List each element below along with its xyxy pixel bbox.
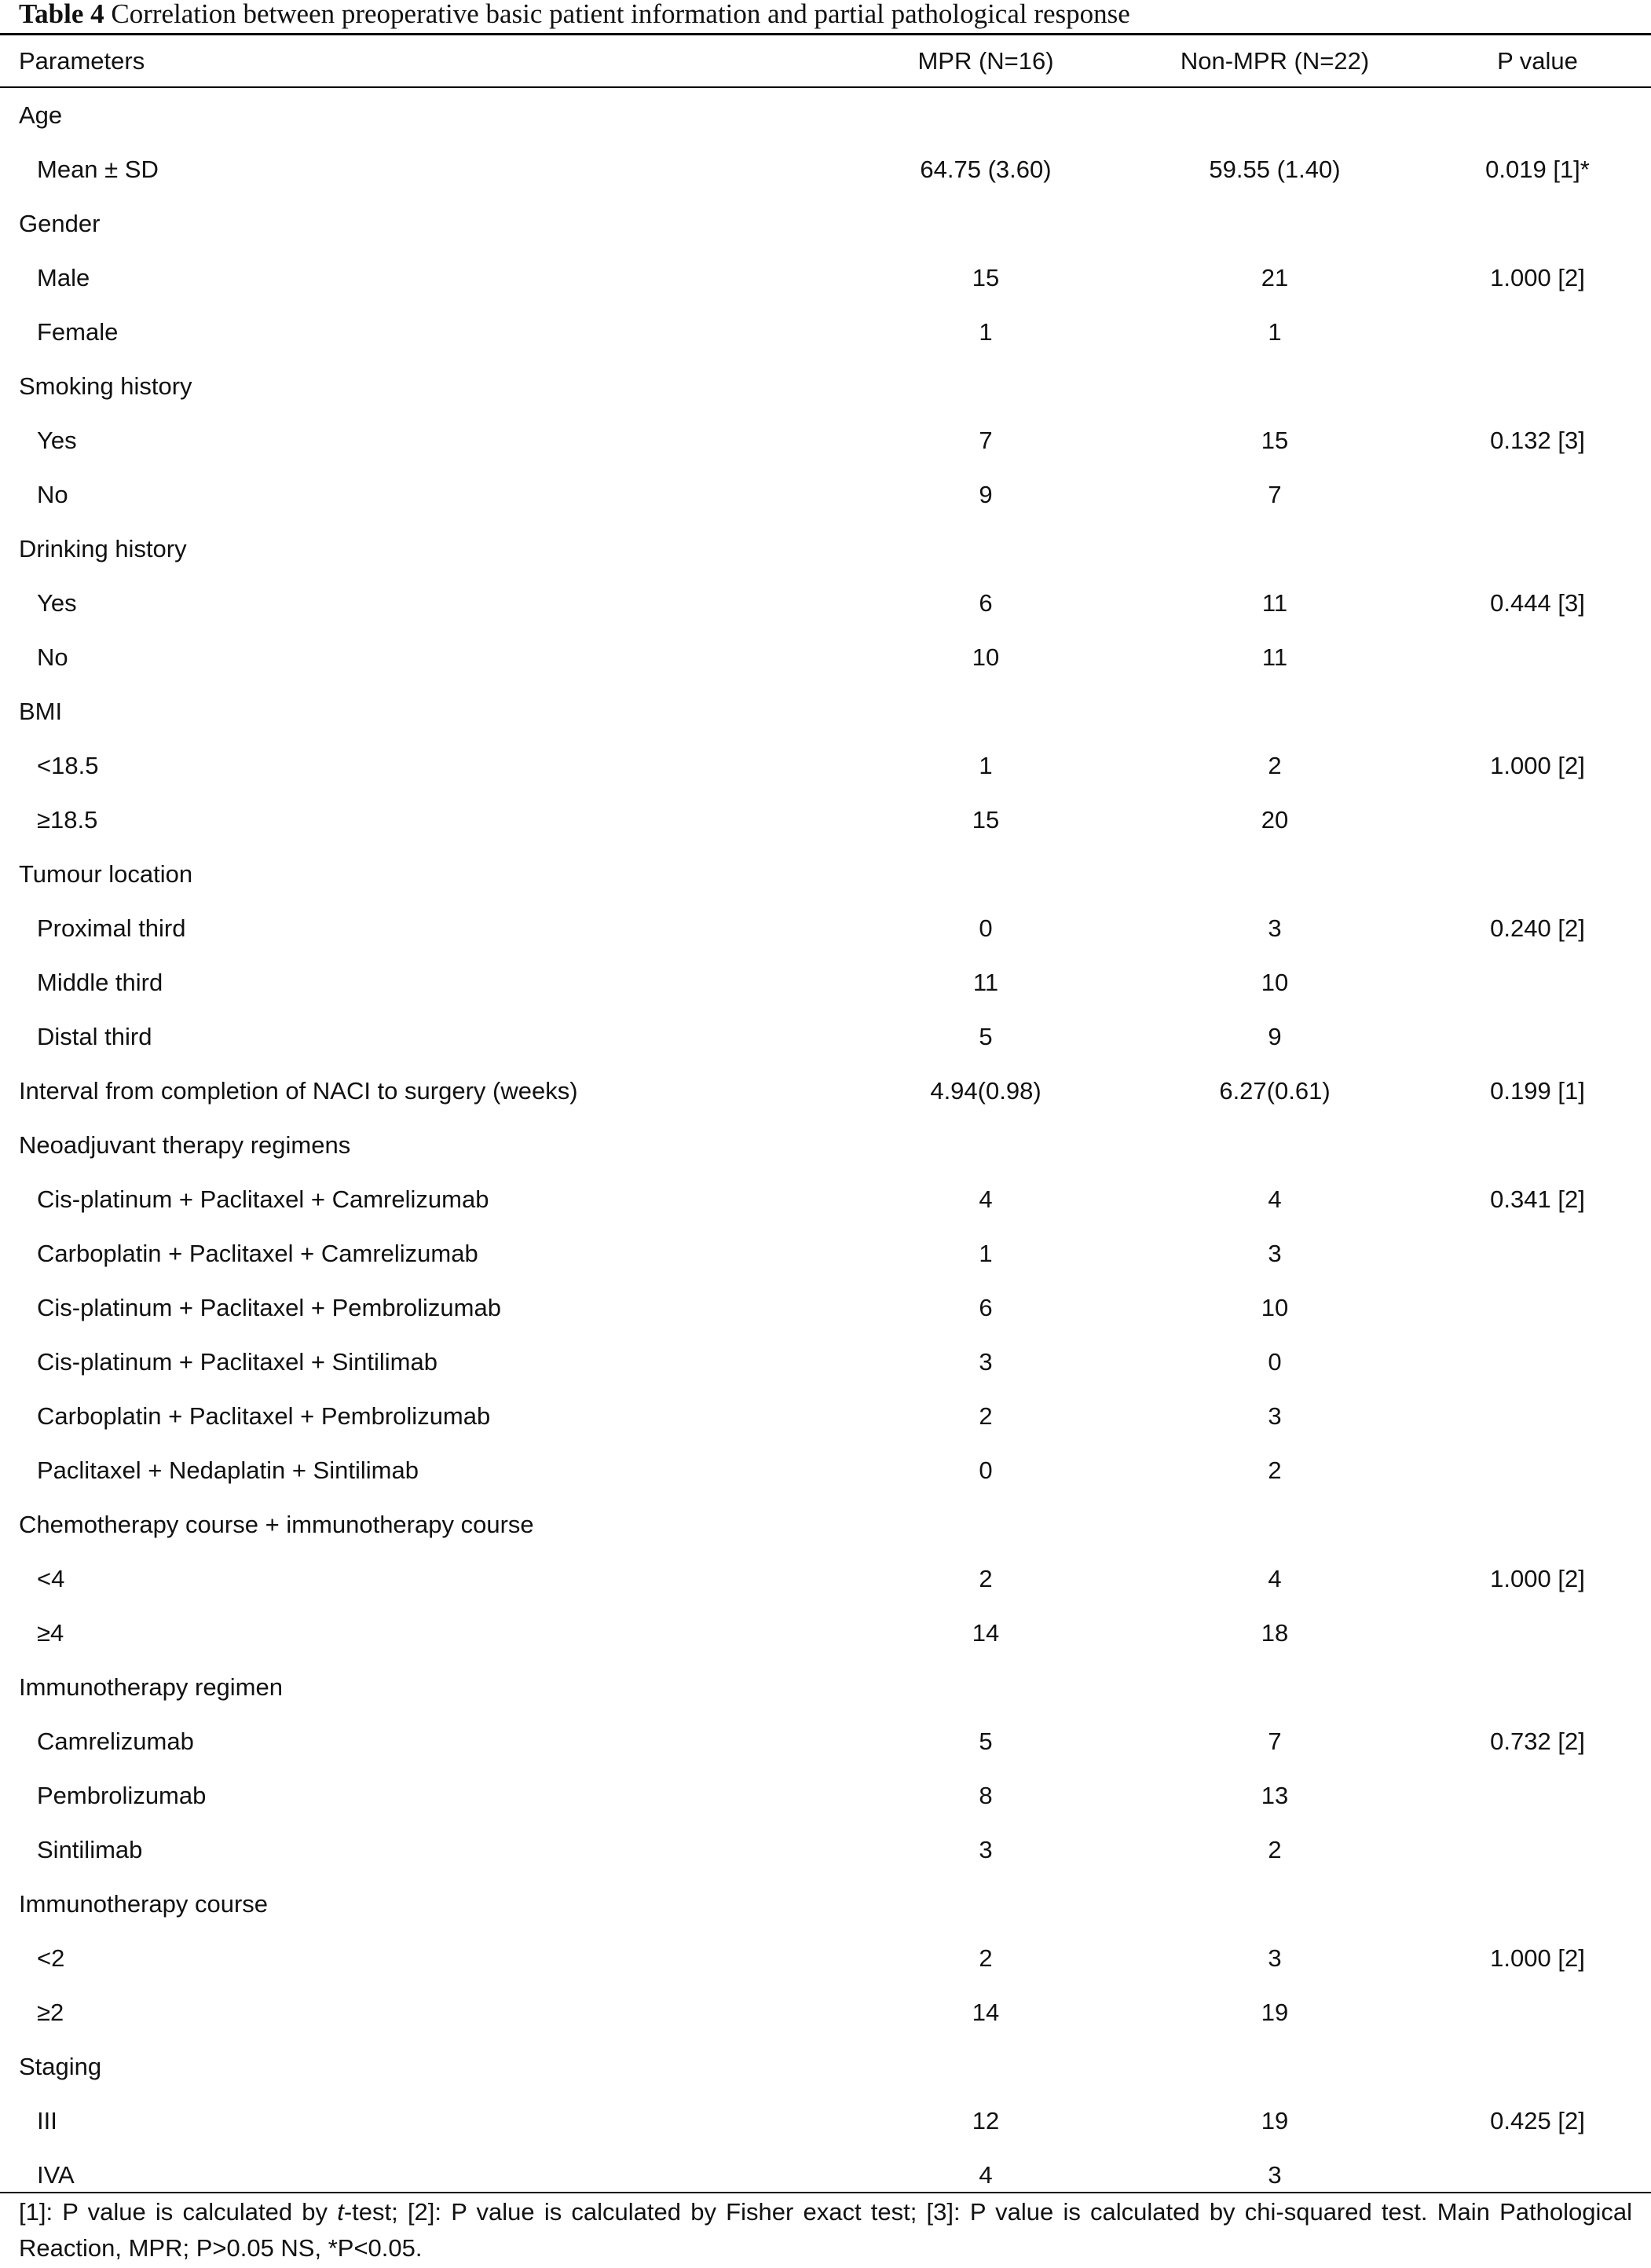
table-row bbox=[0, 1768, 1651, 1823]
table-row bbox=[0, 1823, 1651, 1877]
table-row bbox=[0, 1606, 1651, 1660]
cell-mpr bbox=[872, 1497, 1100, 1552]
cell-parameter: No bbox=[37, 481, 68, 508]
cell-parameter: Proximal third bbox=[37, 914, 186, 942]
table-row bbox=[0, 955, 1651, 1009]
cell-mpr: 4 bbox=[979, 2161, 993, 2189]
table-row bbox=[0, 1064, 1651, 1118]
cell-mpr: 2 bbox=[979, 1402, 993, 1430]
cell-non-mpr: 7 bbox=[1268, 481, 1282, 508]
cell-p-value: 1.000 [2] bbox=[1490, 1944, 1585, 1972]
cell-mpr bbox=[872, 847, 1100, 901]
cell-p-value: 1.000 [2] bbox=[1490, 264, 1585, 291]
header-row bbox=[0, 34, 1651, 88]
table-row bbox=[0, 684, 1651, 738]
cell-parameter: Cis-platinum + Paclitaxel + Sintilimab bbox=[37, 1348, 437, 1376]
cell-non-mpr: 3 bbox=[1268, 1944, 1282, 1972]
cell-mpr bbox=[872, 88, 1100, 142]
cell-p-value bbox=[1437, 630, 1638, 684]
cell-mpr: 2 bbox=[979, 1944, 993, 1972]
cell-parameter: No bbox=[37, 643, 68, 671]
cell-parameter: Immunotherapy regimen bbox=[19, 1673, 283, 1701]
cell-p-value bbox=[1437, 1877, 1638, 1931]
table-row bbox=[0, 1172, 1651, 1226]
cell-mpr: 15 bbox=[972, 264, 1000, 291]
cell-parameter: Immunotherapy course bbox=[19, 1890, 269, 1918]
cell-mpr bbox=[872, 684, 1100, 738]
cell-mpr: 1 bbox=[979, 752, 993, 779]
cell-mpr: 1 bbox=[979, 318, 993, 346]
cell-non-mpr: 11 bbox=[1261, 589, 1288, 617]
table-caption bbox=[19, 0, 1130, 31]
table-row bbox=[0, 2039, 1651, 2094]
cell-p-value bbox=[1437, 1985, 1638, 2039]
table-row bbox=[0, 196, 1651, 251]
table-row bbox=[0, 2094, 1651, 2148]
cell-parameter: Interval from completion of NACI to surgery (weeks) bbox=[19, 1077, 578, 1105]
cell-non-mpr: 4 bbox=[1268, 1185, 1282, 1213]
table-row bbox=[0, 251, 1651, 305]
cell-mpr: 5 bbox=[979, 1023, 993, 1050]
cell-non-mpr bbox=[1161, 522, 1389, 576]
table-row bbox=[0, 793, 1651, 847]
table-row bbox=[0, 467, 1651, 522]
cell-non-mpr bbox=[1161, 2039, 1389, 2094]
cell-parameter: IVA bbox=[37, 2161, 75, 2189]
table-row bbox=[0, 1009, 1651, 1064]
cell-mpr: 2 bbox=[979, 1565, 993, 1592]
cell-parameter: Male bbox=[37, 264, 90, 291]
cell-parameter: <4 bbox=[37, 1565, 65, 1592]
table-row bbox=[0, 88, 1651, 142]
table-row bbox=[0, 630, 1651, 684]
cell-parameter: Cis-platinum + Paclitaxel + Camrelizumab bbox=[37, 1185, 489, 1213]
cell-parameter: Cis-platinum + Paclitaxel + Pembrolizumab bbox=[37, 1294, 501, 1321]
cell-parameter: Chemotherapy course + immunotherapy course bbox=[19, 1511, 534, 1538]
table-row bbox=[0, 1931, 1651, 1985]
cell-p-value bbox=[1437, 467, 1638, 522]
footnote-part2: -test; [2]: P value is calculated by Fisher exact test; [3]: P value is calculated by chi-squared test. Main Pathological Reaction, MPR; P>0.05 NS, *P<0.05. bbox=[19, 2198, 1632, 2262]
cell-mpr: 8 bbox=[979, 1782, 993, 1809]
cell-p-value: 0.444 [3] bbox=[1490, 589, 1585, 617]
cell-p-value bbox=[1437, 684, 1638, 738]
table-row bbox=[0, 576, 1651, 630]
cell-mpr: 4.94(0.98) bbox=[930, 1077, 1041, 1105]
cell-non-mpr bbox=[1161, 1118, 1389, 1172]
table-row bbox=[0, 847, 1651, 901]
cell-mpr bbox=[872, 196, 1100, 251]
cell-mpr: 15 bbox=[972, 806, 1000, 834]
cell-non-mpr bbox=[1161, 359, 1389, 413]
cell-non-mpr: 2 bbox=[1268, 752, 1282, 779]
table-row bbox=[0, 1118, 1651, 1172]
cell-p-value: 0.199 [1] bbox=[1490, 1077, 1585, 1105]
cell-parameter: Gender bbox=[19, 210, 101, 237]
cell-parameter: Staging bbox=[19, 2053, 102, 2080]
cell-non-mpr bbox=[1161, 684, 1389, 738]
cell-mpr: 12 bbox=[972, 2107, 1000, 2134]
cell-parameter: Yes bbox=[37, 427, 77, 454]
cell-non-mpr: 1 bbox=[1268, 318, 1282, 346]
cell-p-value: 1.000 [2] bbox=[1490, 752, 1585, 779]
cell-parameter: Distal third bbox=[37, 1023, 152, 1050]
cell-parameter: Middle third bbox=[37, 969, 163, 996]
cell-non-mpr: 10 bbox=[1261, 969, 1289, 996]
cell-p-value bbox=[1437, 1009, 1638, 1064]
cell-non-mpr: 18 bbox=[1261, 1619, 1289, 1647]
table-row bbox=[0, 1660, 1651, 1714]
footnote-t: t bbox=[337, 2198, 344, 2226]
cell-mpr: 11 bbox=[972, 969, 999, 996]
cell-parameter: Tumour location bbox=[19, 860, 193, 888]
cell-non-mpr: 9 bbox=[1268, 1023, 1282, 1050]
cell-non-mpr bbox=[1161, 847, 1389, 901]
cell-non-mpr: 3 bbox=[1268, 1240, 1282, 1267]
cell-mpr bbox=[872, 522, 1100, 576]
table-row bbox=[0, 1497, 1651, 1552]
cell-non-mpr bbox=[1161, 1660, 1389, 1714]
cell-parameter: ≥4 bbox=[37, 1619, 64, 1647]
cell-p-value bbox=[1437, 1389, 1638, 1443]
cell-non-mpr: 13 bbox=[1261, 1782, 1289, 1809]
table-row bbox=[0, 1443, 1651, 1497]
cell-non-mpr: 7 bbox=[1268, 1728, 1282, 1755]
cell-non-mpr: 3 bbox=[1268, 1402, 1282, 1430]
cell-p-value bbox=[1437, 305, 1638, 359]
cell-parameter: Sintilimab bbox=[37, 1836, 143, 1863]
cell-parameter: Pembrolizumab bbox=[37, 1782, 207, 1809]
cell-mpr: 6 bbox=[979, 1294, 993, 1321]
cell-p-value: 0.240 [2] bbox=[1490, 914, 1585, 942]
table-row bbox=[0, 1226, 1651, 1281]
cell-mpr bbox=[872, 1118, 1100, 1172]
cell-p-value bbox=[1437, 793, 1638, 847]
cell-p-value bbox=[1437, 1118, 1638, 1172]
cell-parameter: Yes bbox=[37, 589, 77, 617]
cell-p-value bbox=[1437, 88, 1638, 142]
cell-p-value bbox=[1437, 2039, 1638, 2094]
table-row bbox=[0, 413, 1651, 467]
cell-p-value bbox=[1437, 1335, 1638, 1389]
cell-mpr bbox=[872, 359, 1100, 413]
cell-mpr: 3 bbox=[979, 1348, 993, 1376]
cell-p-value bbox=[1437, 1497, 1638, 1552]
cell-mpr bbox=[872, 1877, 1100, 1931]
cell-non-mpr: 19 bbox=[1261, 2107, 1289, 2134]
cell-p-value bbox=[1437, 1823, 1638, 1877]
cell-non-mpr: 4 bbox=[1268, 1565, 1282, 1592]
cell-non-mpr: 3 bbox=[1268, 914, 1282, 942]
cell-mpr: 5 bbox=[979, 1728, 993, 1755]
cell-non-mpr bbox=[1161, 1877, 1389, 1931]
cell-non-mpr bbox=[1161, 196, 1389, 251]
cell-p-value bbox=[1437, 1768, 1638, 1823]
cell-non-mpr: 15 bbox=[1261, 427, 1289, 454]
cell-parameter: Drinking history bbox=[19, 535, 187, 562]
cell-parameter: Paclitaxel + Nedaplatin + Sintilimab bbox=[37, 1456, 419, 1484]
cell-non-mpr: 2 bbox=[1268, 1836, 1282, 1863]
cell-mpr: 6 bbox=[979, 589, 993, 617]
table-row bbox=[0, 1877, 1651, 1931]
cell-p-value bbox=[1437, 1443, 1638, 1497]
cell-parameter: Carboplatin + Paclitaxel + Pembrolizumab bbox=[37, 1402, 491, 1430]
cell-p-value bbox=[1437, 1606, 1638, 1660]
cell-mpr: 9 bbox=[979, 481, 993, 508]
cell-p-value: 1.000 [2] bbox=[1490, 1565, 1585, 1592]
cell-p-value bbox=[1437, 359, 1638, 413]
header-p-value: P value bbox=[1497, 47, 1578, 75]
cell-mpr: 4 bbox=[979, 1185, 993, 1213]
table-row bbox=[0, 1552, 1651, 1606]
cell-p-value bbox=[1437, 1226, 1638, 1281]
table-row bbox=[0, 901, 1651, 955]
cell-non-mpr: 10 bbox=[1261, 1294, 1289, 1321]
cell-mpr: 0 bbox=[979, 1456, 993, 1484]
cell-parameter: Neoadjuvant therapy regimens bbox=[19, 1131, 351, 1159]
cell-parameter: Camrelizumab bbox=[37, 1728, 194, 1755]
cell-p-value bbox=[1437, 1660, 1638, 1714]
cell-mpr: 10 bbox=[972, 643, 1000, 671]
header-parameters: Parameters bbox=[19, 47, 145, 75]
cell-parameter: Carboplatin + Paclitaxel + Camrelizumab bbox=[37, 1240, 478, 1267]
cell-p-value: 0.732 [2] bbox=[1490, 1728, 1585, 1755]
cell-mpr: 7 bbox=[979, 427, 993, 454]
cell-parameter: Age bbox=[19, 101, 63, 129]
header-non-mpr: Non-MPR (N=22) bbox=[1180, 47, 1370, 75]
cell-p-value bbox=[1437, 522, 1638, 576]
cell-p-value bbox=[1437, 196, 1638, 251]
table-number: Table 4 bbox=[19, 0, 104, 29]
header-mpr: MPR (N=16) bbox=[917, 47, 1054, 75]
cell-mpr: 0 bbox=[979, 914, 993, 942]
cell-non-mpr: 59.55 (1.40) bbox=[1209, 156, 1341, 183]
table-row bbox=[0, 305, 1651, 359]
cell-non-mpr bbox=[1161, 1497, 1389, 1552]
table-row bbox=[0, 738, 1651, 793]
cell-p-value bbox=[1437, 847, 1638, 901]
cell-parameter: BMI bbox=[19, 698, 63, 725]
table-title: Correlation between preoperative basic patient information and partial pathological response bbox=[111, 0, 1130, 29]
table-row bbox=[0, 1985, 1651, 2039]
cell-mpr: 3 bbox=[979, 1836, 993, 1863]
footnote-part1: [1]: P value is calculated by bbox=[19, 2198, 338, 2226]
table-row bbox=[0, 1335, 1651, 1389]
table-row bbox=[0, 1714, 1651, 1768]
cell-non-mpr: 21 bbox=[1261, 264, 1289, 291]
cell-parameter: <18.5 bbox=[37, 752, 99, 779]
cell-non-mpr: 11 bbox=[1261, 643, 1288, 671]
bottom-rule bbox=[0, 2192, 1651, 2193]
cell-non-mpr: 19 bbox=[1261, 1999, 1289, 2026]
cell-parameter: ≥2 bbox=[37, 1999, 64, 2026]
cell-parameter: III bbox=[37, 2107, 57, 2134]
cell-p-value: 0.132 [3] bbox=[1490, 427, 1585, 454]
cell-non-mpr: 2 bbox=[1268, 1456, 1282, 1484]
cell-mpr bbox=[872, 1660, 1100, 1714]
table-row bbox=[0, 359, 1651, 413]
table-footnote bbox=[19, 2194, 1632, 2266]
cell-non-mpr: 3 bbox=[1268, 2161, 1282, 2189]
cell-mpr: 14 bbox=[972, 1999, 1000, 2026]
cell-p-value bbox=[1437, 1281, 1638, 1335]
cell-parameter: Smoking history bbox=[19, 372, 192, 400]
cell-mpr bbox=[872, 2039, 1100, 2094]
cell-non-mpr bbox=[1161, 88, 1389, 142]
cell-parameter: Mean ± SD bbox=[37, 156, 159, 183]
cell-p-value: 0.019 [1]* bbox=[1485, 156, 1590, 183]
table-row bbox=[0, 142, 1651, 196]
cell-parameter: <2 bbox=[37, 1944, 65, 1972]
table-row bbox=[0, 1281, 1651, 1335]
cell-non-mpr: 20 bbox=[1261, 806, 1289, 834]
table-row bbox=[0, 522, 1651, 576]
cell-parameter: ≥18.5 bbox=[37, 806, 98, 834]
cell-p-value bbox=[1437, 955, 1638, 1009]
cell-mpr: 64.75 (3.60) bbox=[920, 156, 1052, 183]
cell-non-mpr: 6.27(0.61) bbox=[1219, 1077, 1331, 1105]
cell-non-mpr: 0 bbox=[1268, 1348, 1282, 1376]
cell-p-value: 0.425 [2] bbox=[1490, 2107, 1585, 2134]
table-row bbox=[0, 1389, 1651, 1443]
cell-mpr: 1 bbox=[979, 1240, 993, 1267]
cell-p-value: 0.341 [2] bbox=[1490, 1185, 1585, 1213]
cell-parameter: Female bbox=[37, 318, 119, 346]
cell-mpr: 14 bbox=[972, 1619, 1000, 1647]
